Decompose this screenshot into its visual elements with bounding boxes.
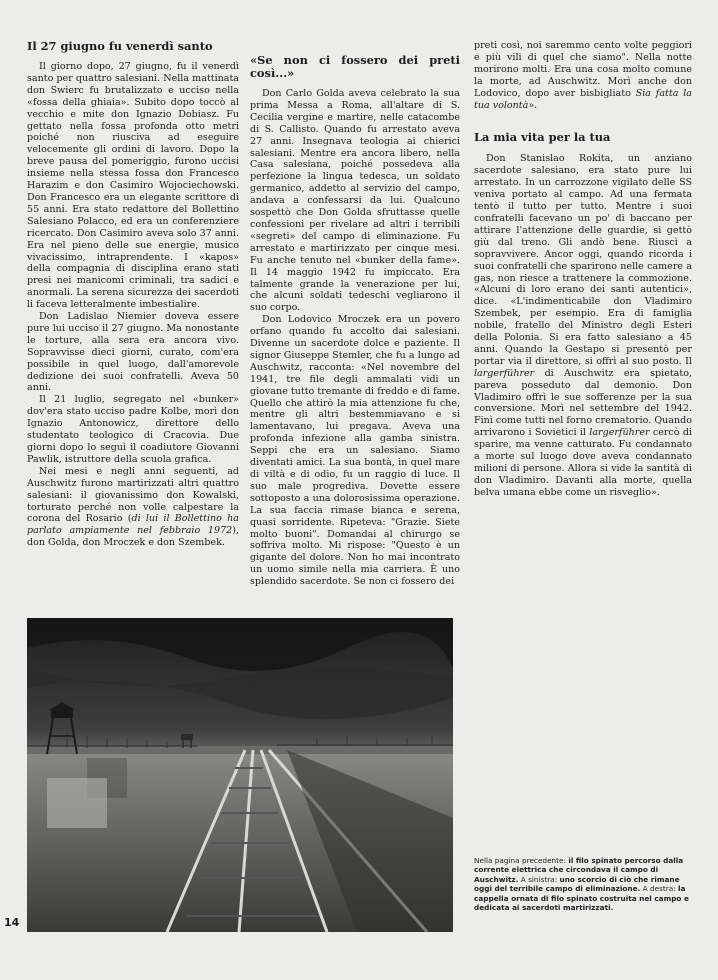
paragraph: Don Carlo Golda aveva celebrato la sua prima Messa a Roma, all'altare di S. Cecilia vergine e martire, nelle catacombe di S. Callisto. Quando fu arrestato aveva 27 anni. Insegnava teologia ai chierici salesiani. Mentre era ancora libero, nella Casa salesiana, poiché possedeva alla perfezione la lingua tedesca, un soldato germanico, addetto al servizio del campo, andava a confessarsi da lui. Qualcuno sospettò che Don Golda sfruttasse quelle confessioni per rivelare ad altri i terribili «segreti» del campo di eliminazione. Fu arrestato e martirizzato per cinque mesi. Fu anche tenuto nel «bunker della fame». Il 14 maggio 1942 fu impiccato. Era talmente grande la venerazione per lui, che alcuni soldati tedeschi vegliarono il suo corpo. — [250, 88, 460, 314]
text-run: preti così, noi saremmo cento volte peggiori e più vili di quel che siamo". Nella notte morirono molti. Era una cosa molto comune la morte, ad Auschwitz. Morì anche don Lodovico, dopo aver bisbigliato — [474, 40, 692, 99]
caption-bold: la cappella ornata di filo spinato costruita nel campo e dedicata ai sacerdoti martirizzati. — [474, 884, 689, 913]
italic-run: largerführer — [474, 367, 535, 379]
section-title-2: «Se non ci fossero dei preti così...» — [250, 53, 460, 80]
section-title-1: Il 27 giugno fu venerdì santo — [27, 39, 213, 53]
text-run: ». — [528, 99, 538, 111]
column-1 — [27, 40, 239, 549]
text-run: Nei mesi e negli anni seguenti, ad Auschwitz furono martirizzati altri quattro salesiani: il giovanissimo don Kowalski, torturato perché non volle calpestare la corona del Rosario ( — [27, 465, 239, 525]
caption-text: A destra: — [640, 884, 678, 894]
paragraph: Don Ladislao Niemier doveva essere pure lui ucciso il 27 giugno. Ma nonostante le torture, alla sera era ancora vivo. Sopravvisse dieci giorni, curato, com'era possibile in quel luogo, dall'amorevole dedizione dei suoi confratelli. Aveva 50 anni. — [27, 311, 239, 394]
caption-bold: il filo spinato percorso dalla corrente elettrica che circondava il campo di Auschwitz. — [474, 856, 684, 884]
photo-illustration — [27, 618, 453, 932]
photo-caption — [474, 856, 692, 912]
caption-text: Nella pagina precedente: — [474, 856, 569, 865]
text-run: di Auschwitz era spietato, pareva posseduto dal demonio. Don Vladimiro offrì le sue sofferenze per la sua conversione. Morì nel settembre del 1942. Finì come tutti nel forno crematorio. Quando arrivarono i Sovietici il — [474, 367, 692, 439]
paragraph-continued — [474, 40, 692, 111]
paragraph: Il 21 luglio, segregato nel «bunker» dov'era stato ucciso padre Kolbe, morì don Ignazio Antonowicz, direttore dello studentato teologico di Cracovia. Due giorni dopo lo seguì il coadiutore Giovanni Pawlik, istruttore della scuola grafica. — [27, 394, 239, 465]
text-run: ), don Golda, don Mroczek e don Szembek. — [27, 525, 239, 549]
auschwitz-railway-photo — [27, 618, 453, 932]
paragraph: Il giorno dopo, 27 giugno, fu il venerdì santo per quattro salesiani. Nella mattinata don Swierc fu brutalizzato e ucciso nella «fossa della ghiaia». Subito dopo toccò al vecchio e mite don Ignazio Dobiasz. Fu gettato nella fossa profonda otto metri poiché non riusciva ad eseguire velocemente gli ordini di lavoro. Dopo la breve pausa del pomeriggio, furono uccisi insieme nella stessa fossa don Francesco Harazim e don Casimiro Wojociechowski. Don Francesco era un elegante scrittore di 55 anni. Era stato redattore del Bollettino Salesiano Polacco, ed era un conferenziere ricercato. Don Casimiro aveva solo 37 anni. Era nel pieno delle sue energie, musico vivacissimo, intraprendente. I «kapos» della compagnia di disciplina erano stati presi nei manicomi criminali, tra sadici e anormali. La serena sicurezza dei sacerdoti li faceva letteralmente imbestialire. — [27, 61, 239, 311]
section-title-3: La mia vita per la tua — [474, 130, 611, 145]
caption-text: A sinistra: — [518, 874, 560, 884]
paragraph — [474, 153, 692, 498]
paragraph: Don Lodovico Mroczek era un povero orfano quando fu accolto dai salesiani. Divenne un sacerdote dolce e paziente. Il signor Giuseppe Stemler, che fu a lungo ad Auschwitz, racconta: «Nel novembre del 1941, tre file degli ammalati vidi un giovane tutto tremante di freddo e di fame. Quello che attirò la mia attenzione fu che, mentre gli altri bestemmiavano e si lamentavano, lui pregava. Aveva una profonda infezione alla gamba sinistra. Seppi che era un salesiano. Siamo diventati amici. La sua bontà, in quel mare di viltà e di odio, fu un raggio di luce. Il suo male progrediva. Dovette essere sottoposto a una dolorosissima operazione. La sua faccia rimase bianca e serena, quasi sorridente. Ripeteva: "Grazie. Siete molto buoni". Domandai al chirurgo se soffriva molto. Mi rispose: "Questo è un gigante del dolore. Non ho mai incontrato un uomo simile nella mia carriera. È uno splendido sacerdote. Se non ci fossero dei — [250, 314, 460, 588]
paragraph — [27, 466, 239, 549]
caption-bold: uno scorcio di ciò che rimane oggi del terribile campo di eliminazione. — [474, 874, 680, 894]
italic-run: di lui il Bollettino ha parlato ampiamente nel febbraio 1972 — [27, 513, 239, 537]
text-run: Don Stanislao Rokita, un anziano sacerdote salesiano, era stato pure lui arrestato. In un carrozzone vigilato delle SS veniva portato al campo. Ad una fermata tentò il tutto per tutto. Mentre i suoi confratelli facevano un po' di baccano per attirare l'attenzione delle guardie, si gettò giù dal treno. Gli andò bene. Riuscì a sopravvivere. Ancor oggi, quando ricorda i suoi confratelli che sparirono nelle camere a gas, non riesce a trattenere la commozione. «Alcuni di loro erano dei santi autentici», dice. «L'indimenticabile don Vladimiro Szembek, per esempio. Era di famiglia nobile, fratello del Ministro degli Esteri della Polonia. Si era fatto salesiano a 45 anni. Quando la Gestapo si presentò per portar via il direttore, si offrì al suo posto. Il — [474, 153, 692, 367]
column-2 — [250, 40, 460, 588]
italic-run: Sia fatta la tua volontà — [474, 87, 692, 111]
page-number: 14 — [4, 916, 20, 929]
italic-run: largerführer — [589, 427, 650, 439]
text-run: cercò di sparire, ma venne catturato. Fu condannato a morte sul luogo dove aveva condannato milioni di persone. Allora si vide la santità di don Vladimiro. Davanti alla morte, quella belva umana ebbe come un risveglio». — [474, 427, 693, 498]
column-3 — [474, 40, 692, 499]
